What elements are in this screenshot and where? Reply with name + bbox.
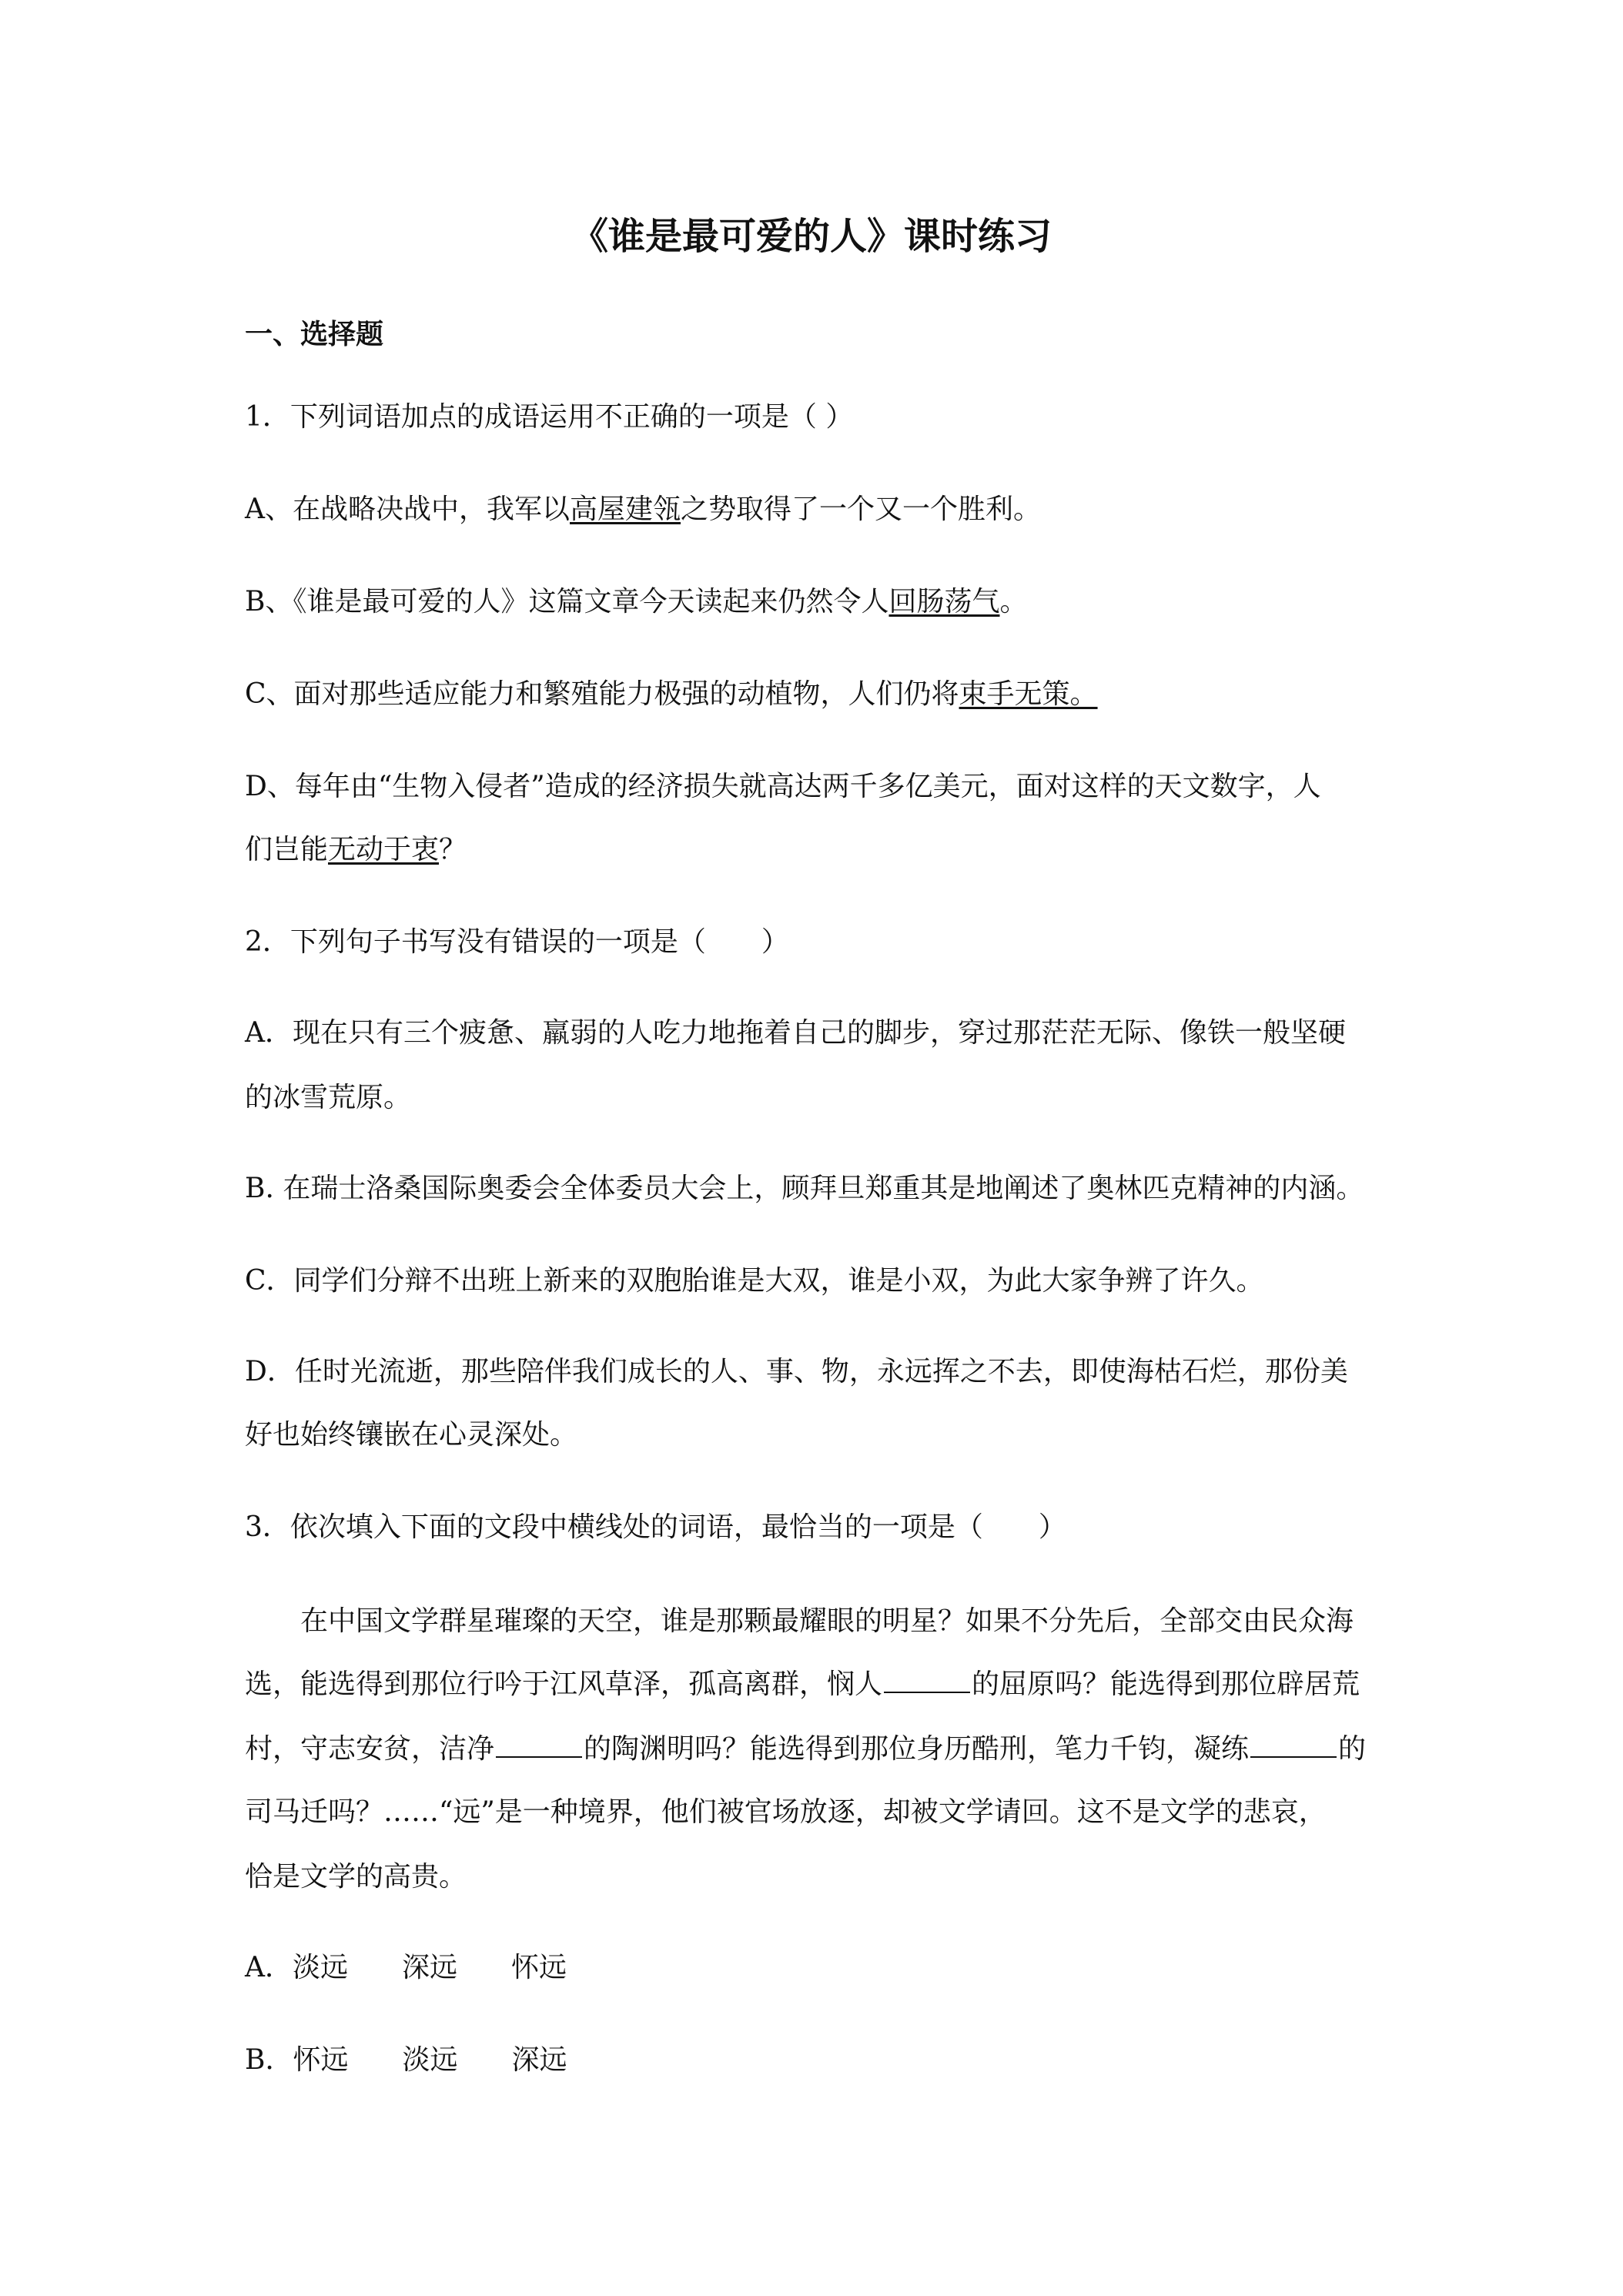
question-2-option-c: C．同学们分辩不出班上新来的双胞胎谁是大双，谁是小双，为此大家争辨了许久。 (245, 1265, 1264, 1297)
question-1-option-d-line1: D、每年由“生物入侵者”造成的经济损失就高达两千多亿美元，面对这样的天文数字，人 (245, 771, 1321, 802)
question-2-stem: 2．下列句子书写没有错误的一项是（ ） (245, 926, 789, 958)
passage-line-4: 司马迁吗？……“远”是一种境界，他们被官场放逐，却被文学请回。这不是文学的悲哀， (245, 1796, 1327, 1828)
question-2-option-b: B. 在瑞士洛桑国际奥委会全体委员大会上，顾拜旦郑重其是地阐述了奥林匹克精神的内涵。 (245, 1173, 1364, 1204)
section-heading: 一、选择题 (245, 318, 384, 350)
question-1-option-b: B、《谁是最可爱的人》这篇文章今天读起来仍然令人回肠荡气。 (245, 586, 1028, 618)
question-3-option-b: B．怀远 淡远 深远 (245, 2044, 567, 2076)
passage-line-1: 在中国文学群星璀璨的天空，谁是那颗最耀眼的明星？如果不分先后，全部交由民众海 (300, 1605, 1354, 1637)
passage-line-3: 村，守志安贫，洁净 的陶渊明吗？能选得到那位身历酷刑，笔力千钧，凝练 的 (245, 1733, 1367, 1765)
underlined-idiom: 高屋建瓴 (570, 494, 681, 525)
passage-line-2: 选，能选得到那位行吟于江风草泽，孤高离群，悯人 的屈原吗？能选得到那位辟居荒 (245, 1668, 1360, 1700)
question-1-option-a: A、在战略决战中，我军以高屋建瓴之势取得了一个又一个胜利。 (245, 494, 1042, 525)
underlined-idiom: 无动于衷 (328, 834, 440, 865)
underlined-idiom: 回肠荡气 (888, 586, 1000, 618)
question-2-option-a-line2: 的冰雪荒原。 (245, 1082, 412, 1113)
fill-blank-2 (496, 1733, 582, 1758)
underlined-idiom: 束手无策。 (959, 678, 1098, 710)
question-1-option-c: C、面对那些适应能力和繁殖能力极强的动植物，人们仍将束手无策。 (245, 678, 1098, 710)
passage-line-5: 恰是文学的高贵。 (245, 1861, 467, 1893)
question-3-stem: 3．依次填入下面的文段中横线处的词语，最恰当的一项是（ ） (245, 1511, 1066, 1543)
question-2-option-a-line1: A．现在只有三个疲惫、羸弱的人吃力地拖着自己的脚步，穿过那茫茫无际、像铁一般坚硬 (245, 1017, 1346, 1049)
question-2-option-d-line1: D．任时光流逝，那些陪伴我们成长的人、事、物，永远挥之不去，即使海枯石烂，那份美 (245, 1356, 1348, 1387)
question-2-option-d-line2: 好也始终镶嵌在心灵深处。 (245, 1419, 578, 1451)
fill-blank-3 (1250, 1733, 1337, 1758)
page-title: 《谁是最可爱的人》课时练习 (571, 215, 1052, 258)
question-1-option-d-line2: 们岂能无动于衷？ (245, 834, 467, 865)
fill-blank-1 (884, 1668, 970, 1693)
question-1-stem: 1．下列词语加点的成语运用不正确的一项是（ ） (245, 401, 854, 433)
question-3-option-a: A．淡远 深远 怀远 (245, 1952, 567, 1983)
